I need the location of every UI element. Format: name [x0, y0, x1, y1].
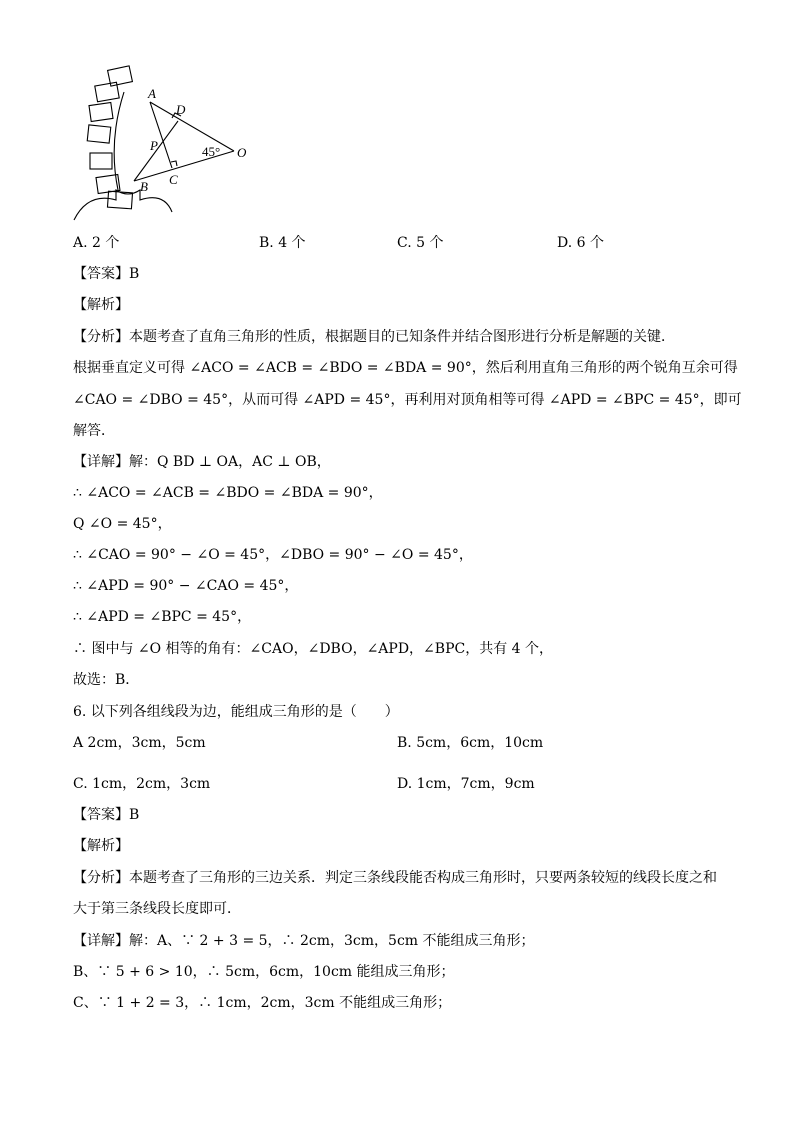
right-angle-mark-C: [171, 161, 177, 166]
q5-fenxi: 【分析】本题考查了直角三角形的性质，根据题目的已知条件并结合图形进行分析是解题的关键．: [73, 329, 675, 345]
line-AC: [150, 102, 172, 168]
q5-detail-6: ∴ 图中与 ∠O 相等的角有：∠CAO，∠DBO，∠APD，∠BPC，共有 4 个，: [73, 641, 554, 657]
q5-explain-1: 根据垂直定义可得 ∠ACO = ∠ACB = ∠BDO = ∠BDA = 90°，然后利用直角三角形的两个锐角互余可得: [73, 360, 738, 376]
q5-explain-3: 解答．: [73, 423, 115, 439]
q5-detail-5: ∴ ∠APD = ∠BPC = 45°，: [73, 609, 252, 625]
figure-block: [90, 153, 112, 169]
q5-analysis-header: 【解析】: [73, 297, 129, 313]
q6-option-b: B. 5cm，6cm，10cm: [397, 735, 544, 751]
figure-base-arc: [74, 190, 172, 220]
label-D: D: [176, 102, 186, 117]
angle-label-45: 45°: [202, 144, 221, 159]
q6-detail-1: 【详解】解：A、∵ 2 + 3 = 5，∴ 2cm，3cm，5cm 不能组成三角形；: [73, 933, 535, 949]
q6-stem: 6. 以下列各组线段为边，能组成三角形的是（ ）: [73, 704, 399, 720]
q6-detail-3: C、∵ 1 + 2 = 3，∴ 1cm，2cm，3cm 不能组成三角形；: [73, 995, 452, 1011]
label-A: A: [148, 86, 156, 101]
q5-detail-3: ∴ ∠CAO = 90° − ∠O = 45°，∠DBO = 90° − ∠O = 45°，: [73, 547, 473, 563]
q6-answer: 【答案】B: [73, 807, 140, 823]
q5-detail-0: 【详解】解：Q BD ⊥ OA，AC ⊥ OB，: [73, 454, 331, 470]
q5-detail-7: 故选：B．: [73, 672, 140, 688]
q6-analysis-header: 【解析】: [73, 838, 129, 854]
q5-option-d: D. 6 个: [557, 235, 604, 251]
figure-block: [89, 103, 113, 122]
q5-detail-1: ∴ ∠ACO = ∠ACB = ∠BDO = ∠BDA = 90°，: [73, 485, 383, 501]
line-AO: [150, 102, 234, 151]
q5-option-b: B. 4 个: [259, 235, 306, 251]
q6-option-d: D. 1cm，7cm，9cm: [397, 776, 535, 792]
q5-answer: 【答案】B: [73, 266, 140, 282]
q5-detail-4: ∴ ∠APD = 90° − ∠CAO = 45°，: [73, 578, 299, 594]
figure-block: [87, 125, 111, 143]
q6-detail-2: B、∵ 5 + 6 > 10，∴ 5cm，6cm，10cm 能组成三角形；: [73, 964, 455, 980]
q6-fenxi-2: 大于第三条线段长度即可．: [73, 901, 241, 917]
q6-fenxi-1: 【分析】本题考查了三角形的三边关系．判定三条线段能否构成三角形时，只要两条较短的线段长度之和: [73, 870, 717, 886]
geometry-figure: [68, 62, 258, 227]
label-C: C: [169, 172, 178, 187]
q5-option-c: C. 5 个: [397, 235, 444, 251]
q6-option-c: C. 1cm，2cm，3cm: [73, 776, 211, 792]
q5-detail-2: Q ∠O = 45°，: [73, 516, 172, 532]
q6-option-a: A 2cm，3cm，5cm: [73, 735, 206, 751]
label-O: O: [237, 145, 247, 160]
q5-explain-2: ∠CAO = ∠DBO = 45°，从而可得 ∠APD = 45°，再利用对顶角相等可得 ∠APD = ∠BPC = 45°，即可: [73, 392, 742, 408]
q5-option-a: A. 2 个: [73, 235, 120, 251]
label-B: B: [140, 179, 148, 194]
label-P: P: [150, 138, 158, 153]
